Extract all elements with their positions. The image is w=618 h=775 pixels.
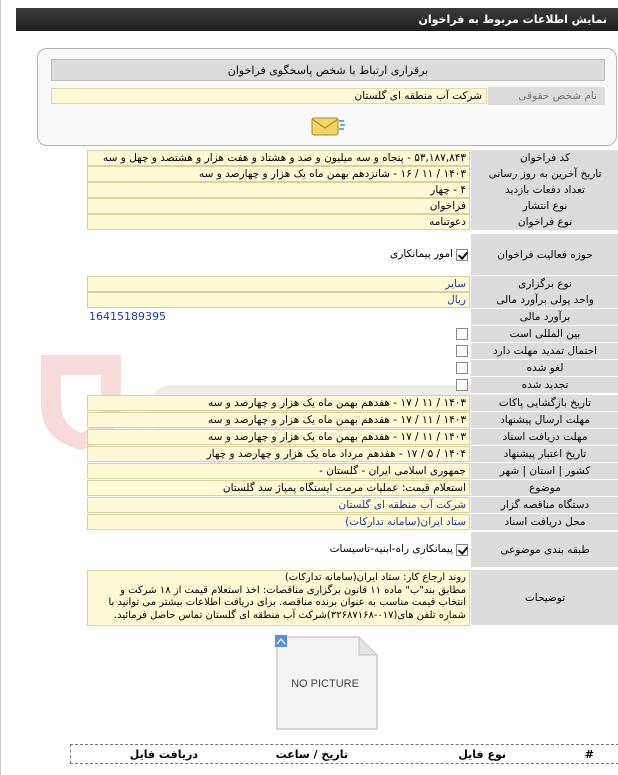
contact-panel bbox=[37, 48, 617, 146]
doc-deadline-label: مهلت دریافت اسناد bbox=[471, 429, 618, 446]
cancelled-label: لغو شده bbox=[471, 360, 618, 377]
field-submit-deadline bbox=[87, 412, 618, 429]
doc-place-label: محل دریافت اسناد bbox=[471, 514, 618, 531]
renewed-label: تجدید شده bbox=[471, 377, 618, 394]
activity-area-value: امور پیمانکاری bbox=[390, 248, 453, 260]
field-category bbox=[87, 532, 618, 568]
submit-deadline-label: مهلت ارسال پیشنهاد bbox=[471, 412, 618, 429]
estimate-label: برآورد مالی bbox=[471, 309, 618, 326]
no-picture-text: NO PICTURE bbox=[291, 678, 359, 690]
category-label: طبقه بندی موضوعی bbox=[471, 532, 618, 568]
field-call-type bbox=[87, 214, 618, 231]
contact-value: شرکت آب منطقه ای گلستان bbox=[51, 88, 487, 104]
call-code-value: ۵۳,۱۸۷,۸۴۳ - پنجاه و سه میلیون و صد و هشتاد و هفت هزار و هشتصد و چهل و سه bbox=[87, 150, 470, 166]
visits-label: تعداد دفعات بازدید bbox=[471, 182, 618, 199]
extension-checkbox[interactable] bbox=[456, 345, 468, 357]
category-value: پیمانکاری راه-ابنیه-تاسیسات bbox=[329, 543, 453, 555]
files-table-header bbox=[70, 744, 618, 764]
field-activity-area bbox=[87, 234, 618, 276]
field-organizer bbox=[87, 497, 618, 514]
field-doc-place bbox=[87, 514, 618, 531]
subject-value: استعلام قیمت: عملیات مرمت ایستگاه پمپاژ سد گلستان bbox=[87, 480, 470, 496]
visits-value: ۴ - چهار bbox=[87, 182, 470, 198]
holding-type-label: نوع برگزاری bbox=[471, 276, 618, 293]
validity-date-label: تاریخ اعتبار پیشنهاد bbox=[471, 446, 618, 463]
field-validity-date bbox=[87, 446, 618, 463]
field-estimate bbox=[87, 309, 618, 326]
international-label: بین المللی است bbox=[471, 326, 618, 343]
subject-label: موضوع bbox=[471, 480, 618, 497]
cancelled-checkbox[interactable] bbox=[456, 362, 468, 374]
publish-type-label: نوع انتشار bbox=[471, 198, 618, 215]
field-subject bbox=[87, 480, 618, 497]
validity-date-value: ۱۴۰۴ / ۵ / ۱۷ - هفدهم مرداد ماه یک هزار و چهارصد و چهار bbox=[87, 446, 470, 462]
extension-label: احتمال تمدید مهلت دارد bbox=[471, 343, 618, 360]
field-renewed bbox=[87, 377, 618, 394]
field-location bbox=[87, 463, 618, 480]
contact-label: نام شخص حقوقی bbox=[488, 87, 605, 105]
organizer-label: دستگاه مناقصه گزار bbox=[471, 497, 618, 514]
field-opening-date bbox=[87, 395, 618, 412]
field-visits bbox=[87, 182, 618, 199]
page-title: نمایش اطلاعات مربوط به فراخوان bbox=[16, 8, 618, 31]
call-code-label: کد فراخوان bbox=[471, 150, 618, 167]
description-line: شماره تلفن های(۰۱۷-۳۲۶۸۷۱۶۸)شرکت آب منطقه ای گلستان تماس حاصل فرمائید. bbox=[113, 609, 466, 621]
currency-label: واحد پولی برآورد مالی bbox=[471, 292, 618, 309]
activity-area-label: حوزه فعالیت فراخوان bbox=[471, 234, 618, 276]
activity-area-checkbox[interactable] bbox=[456, 249, 468, 261]
field-currency bbox=[87, 292, 618, 309]
field-cancelled bbox=[87, 360, 618, 377]
estimate-value: 16415189395 bbox=[89, 310, 166, 323]
holding-type-value: سایر bbox=[87, 276, 470, 292]
location-value: جمهوری اسلامی ایران - گلستان - bbox=[87, 463, 470, 479]
description-line: انتخاب قیمت مناسب به عنوان برنده مناقصه. برای دریافت اطلاعات بیشتر می توانید با bbox=[108, 597, 466, 608]
submit-deadline-value: ۱۴۰۳ / ۱۱ / ۱۷ - هفدهم بهمن ماه یک هزار و چهارصد و سه bbox=[87, 412, 470, 428]
currency-value: ریال bbox=[87, 292, 470, 308]
location-label: کشور | استان | شهر bbox=[471, 463, 618, 480]
col-number: # bbox=[584, 748, 594, 761]
field-publish-type bbox=[87, 198, 618, 215]
col-download: دریافت فایل bbox=[129, 748, 198, 761]
field-holding-type bbox=[87, 276, 618, 293]
description-line: مطابق بند"ب" ماده ۱۱ قانون برگزاری مناقصات: اخذ استعلام قیمت از ۱۸ شرکت و bbox=[120, 584, 466, 596]
field-call-code bbox=[87, 150, 618, 167]
field-extension bbox=[87, 343, 618, 360]
call-type-label: نوع فراخوان bbox=[471, 214, 618, 231]
publish-type-value: فراخوان bbox=[87, 198, 470, 214]
deadline-label: تاریخ آخرین به روز رسانی bbox=[471, 166, 618, 183]
international-checkbox[interactable] bbox=[456, 328, 468, 340]
contact-heading: برقراری ارتباط با شخص پاسخگوی فراخوان bbox=[51, 59, 605, 81]
doc-place-value: ستاد ایران(سامانه تدارکات) bbox=[87, 514, 470, 530]
description-label: توضیحات bbox=[471, 570, 618, 626]
field-deadline bbox=[87, 166, 618, 183]
description-line: روند ارجاع کار: ستاد ایران(سامانه تدارکات) bbox=[284, 572, 466, 583]
organizer-value: شرکت آب منطقه ای گلستان bbox=[87, 497, 470, 513]
field-international bbox=[87, 326, 618, 343]
opening-date-label: تاریخ بازگشایی پاکات bbox=[471, 395, 618, 412]
opening-date-value: ۱۴۰۳ / ۱۱ / ۱۷ - هفدهم بهمن ماه یک هزار و چهارصد و سه bbox=[87, 395, 470, 411]
col-file-type: نوع فایل bbox=[458, 748, 506, 761]
call-type-value: دعوتنامه bbox=[87, 214, 470, 230]
description-value bbox=[87, 570, 470, 626]
renewed-checkbox[interactable] bbox=[456, 379, 468, 391]
col-datetime: تاریخ / ساعت bbox=[275, 748, 348, 761]
field-doc-deadline bbox=[87, 429, 618, 446]
no-picture-image bbox=[273, 633, 381, 733]
deadline-value: ۱۴۰۳ / ۱۱ / ۱۶ - شانزدهم بهمن ماه یک هزار و چهارصد و سه bbox=[87, 166, 470, 182]
doc-deadline-value: ۱۴۰۳ / ۱۱ / ۱۷ - هفدهم بهمن ماه یک هزار و چهارصد و سه bbox=[87, 429, 470, 445]
category-checkbox[interactable] bbox=[456, 544, 468, 556]
envelope-icon[interactable] bbox=[310, 115, 346, 137]
